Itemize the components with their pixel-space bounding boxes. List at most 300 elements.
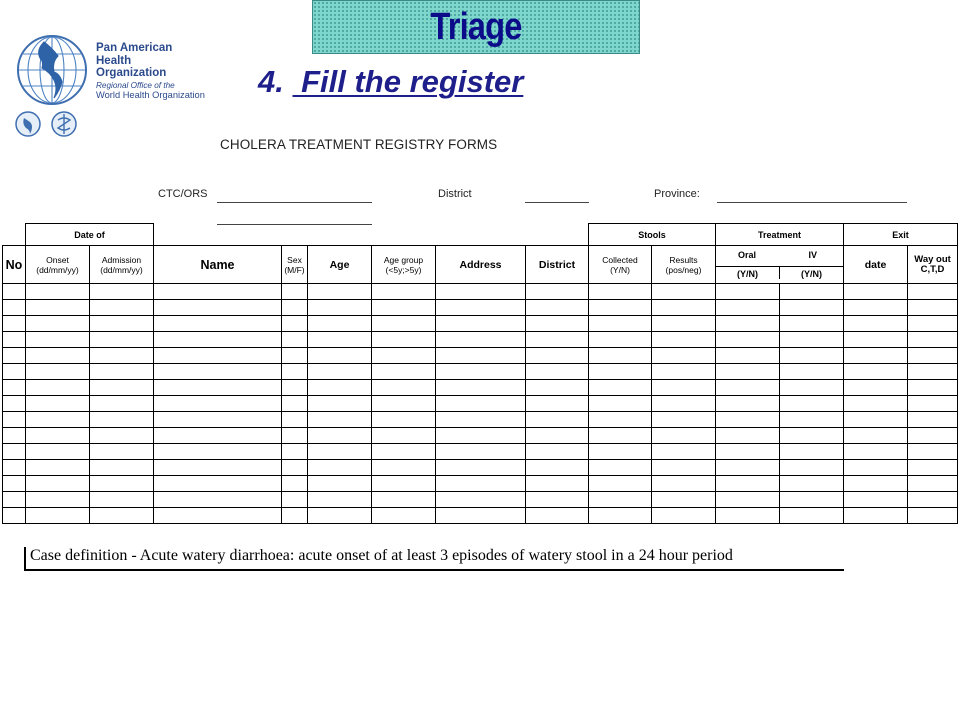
cell-district[interactable] — [526, 380, 589, 396]
table-row — [3, 332, 958, 348]
cell-address[interactable] — [436, 300, 526, 316]
cell-way-out[interactable] — [908, 412, 958, 428]
heading-text: Fill the register — [292, 64, 524, 99]
cell-onset[interactable] — [26, 492, 90, 508]
cell-collected[interactable] — [589, 380, 652, 396]
cell-age-group[interactable] — [372, 428, 436, 444]
cell-address[interactable] — [436, 428, 526, 444]
cell-onset[interactable] — [26, 284, 90, 300]
cell-district[interactable] — [526, 396, 589, 412]
cell-no[interactable] — [3, 444, 26, 460]
cell-way-out[interactable] — [908, 460, 958, 476]
cell-age[interactable] — [308, 508, 372, 524]
cell-name[interactable] — [154, 300, 282, 316]
cell-collected[interactable] — [589, 284, 652, 300]
group-blank — [154, 224, 589, 246]
cell-onset[interactable] — [26, 348, 90, 364]
heading-number: 4. — [258, 64, 284, 99]
cell-exit-date[interactable] — [844, 300, 908, 316]
oral-label: Oral — [738, 250, 757, 260]
collected-label: Collected — [602, 254, 638, 265]
cell-sex[interactable] — [282, 476, 308, 492]
cell-admission[interactable] — [90, 444, 154, 460]
cell-name[interactable] — [154, 428, 282, 444]
table-row — [3, 396, 958, 412]
cell-exit-date[interactable] — [844, 316, 908, 332]
cell-admission[interactable] — [90, 348, 154, 364]
cell-collected[interactable] — [589, 508, 652, 524]
oral-iv-formats — [716, 266, 843, 279]
cell-way-out[interactable] — [908, 316, 958, 332]
cell-results[interactable] — [652, 460, 716, 476]
cell-collected[interactable] — [589, 316, 652, 332]
cell-results[interactable] — [652, 444, 716, 460]
admission-format: (dd/mm/yy) — [100, 264, 143, 275]
table-row — [3, 412, 958, 428]
cell-exit-date[interactable] — [844, 476, 908, 492]
cell-way-out[interactable] — [908, 396, 958, 412]
cell-onset[interactable] — [26, 476, 90, 492]
cell-oral[interactable] — [716, 492, 780, 508]
cell-sex[interactable] — [282, 396, 308, 412]
cell-address[interactable] — [436, 460, 526, 476]
cell-address[interactable] — [436, 492, 526, 508]
cell-onset[interactable] — [26, 460, 90, 476]
cell-name[interactable] — [154, 492, 282, 508]
table-row — [3, 428, 958, 444]
district-label: District — [438, 188, 472, 200]
cell-results[interactable] — [652, 428, 716, 444]
cell-age-group[interactable] — [372, 460, 436, 476]
cell-exit-date[interactable] — [844, 348, 908, 364]
cell-no[interactable] — [3, 412, 26, 428]
onset-label: Onset — [46, 254, 69, 265]
cell-age[interactable] — [308, 380, 372, 396]
cell-iv[interactable] — [780, 300, 844, 316]
cell-iv[interactable] — [780, 508, 844, 524]
oral-iv-labels — [716, 250, 843, 260]
cell-exit-date[interactable] — [844, 364, 908, 380]
cell-way-out[interactable] — [908, 428, 958, 444]
cell-iv[interactable] — [780, 460, 844, 476]
cell-sex[interactable] — [282, 284, 308, 300]
cell-name[interactable] — [154, 460, 282, 476]
cell-district[interactable] — [526, 300, 589, 316]
cell-admission[interactable] — [90, 508, 154, 524]
page-heading — [258, 64, 523, 100]
cell-results[interactable] — [652, 380, 716, 396]
cell-district[interactable] — [526, 444, 589, 460]
cell-oral[interactable] — [716, 476, 780, 492]
cell-way-out[interactable] — [908, 364, 958, 380]
header-date: date — [844, 246, 908, 284]
cell-onset[interactable] — [26, 444, 90, 460]
cell-exit-date[interactable] — [844, 460, 908, 476]
cell-collected[interactable] — [589, 444, 652, 460]
cell-collected[interactable] — [589, 396, 652, 412]
cell-address[interactable] — [436, 316, 526, 332]
logo-sub-2: World Health Organization — [96, 90, 205, 100]
cell-exit-date[interactable] — [844, 284, 908, 300]
cell-onset[interactable] — [26, 364, 90, 380]
sex-label: Sex — [287, 254, 302, 265]
cell-oral[interactable] — [716, 316, 780, 332]
cell-name[interactable] — [154, 332, 282, 348]
header-results — [652, 246, 716, 284]
province-label: Province: — [654, 188, 700, 200]
cell-exit-date[interactable] — [844, 396, 908, 412]
cell-admission[interactable] — [90, 476, 154, 492]
cell-oral[interactable] — [716, 412, 780, 428]
cell-district[interactable] — [526, 508, 589, 524]
cell-way-out[interactable] — [908, 300, 958, 316]
cell-district[interactable] — [526, 332, 589, 348]
header-age-group — [372, 246, 436, 284]
header-no: No — [3, 246, 26, 284]
header-district: District — [526, 246, 589, 284]
cell-collected[interactable] — [589, 428, 652, 444]
cell-results[interactable] — [652, 284, 716, 300]
cell-no[interactable] — [3, 348, 26, 364]
cell-results[interactable] — [652, 476, 716, 492]
table-row — [3, 492, 958, 508]
cell-age[interactable] — [308, 300, 372, 316]
cell-onset[interactable] — [26, 316, 90, 332]
cell-results[interactable] — [652, 348, 716, 364]
table-row — [3, 348, 958, 364]
cell-oral[interactable] — [716, 300, 780, 316]
cell-iv[interactable] — [780, 476, 844, 492]
district-input-line[interactable] — [525, 202, 589, 203]
cell-sex[interactable] — [282, 364, 308, 380]
cell-age-group[interactable] — [372, 508, 436, 524]
cell-sex[interactable] — [282, 316, 308, 332]
cell-no[interactable] — [3, 508, 26, 524]
cell-district[interactable] — [526, 476, 589, 492]
cell-address[interactable] — [436, 508, 526, 524]
cell-age-group[interactable] — [372, 412, 436, 428]
cell-oral[interactable] — [716, 444, 780, 460]
banner-title: Triage — [430, 5, 522, 48]
cell-age[interactable] — [308, 444, 372, 460]
cell-oral[interactable] — [716, 460, 780, 476]
cell-district[interactable] — [526, 348, 589, 364]
cell-age[interactable] — [308, 364, 372, 380]
cell-no[interactable] — [3, 460, 26, 476]
header-collected — [589, 246, 652, 284]
cell-admission[interactable] — [90, 492, 154, 508]
cell-iv[interactable] — [780, 412, 844, 428]
cell-way-out[interactable] — [908, 444, 958, 460]
cell-age[interactable] — [308, 348, 372, 364]
header-way-out — [908, 246, 958, 284]
cell-no[interactable] — [3, 428, 26, 444]
cell-no[interactable] — [3, 332, 26, 348]
iv-format: (Y/N) — [801, 269, 822, 279]
cell-address[interactable] — [436, 348, 526, 364]
cell-results[interactable] — [652, 492, 716, 508]
cell-age[interactable] — [308, 396, 372, 412]
cell-address[interactable] — [436, 364, 526, 380]
cell-way-out[interactable] — [908, 332, 958, 348]
cell-collected[interactable] — [589, 364, 652, 380]
case-definition-text: Case definition - Acute watery diarrhoea: acute onset of at least 3 episodes of watery stool in a 24 hour period — [30, 547, 733, 564]
cell-way-out[interactable] — [908, 476, 958, 492]
age-group-label: Age group — [383, 254, 424, 265]
cell-exit-date[interactable] — [844, 380, 908, 396]
cell-way-out[interactable] — [908, 508, 958, 524]
onset-format: (dd/mm/yy) — [36, 264, 79, 275]
table-row — [3, 460, 958, 476]
registry-body — [3, 284, 958, 524]
cell-address[interactable] — [436, 332, 526, 348]
cell-exit-date[interactable] — [844, 508, 908, 524]
cell-sex[interactable] — [282, 332, 308, 348]
globe-emblem-icon — [14, 32, 94, 142]
cell-onset[interactable] — [26, 300, 90, 316]
cell-district[interactable] — [526, 364, 589, 380]
cell-age[interactable] — [308, 412, 372, 428]
cell-name[interactable] — [154, 348, 282, 364]
cell-age[interactable] — [308, 316, 372, 332]
cell-district[interactable] — [526, 284, 589, 300]
cell-way-out[interactable] — [908, 380, 958, 396]
ctc-label: CTC/ORS — [158, 188, 208, 200]
cell-onset[interactable] — [26, 380, 90, 396]
cell-no[interactable] — [3, 476, 26, 492]
cell-oral[interactable] — [716, 380, 780, 396]
cell-name[interactable] — [154, 412, 282, 428]
header-sex — [282, 246, 308, 284]
way-out-label: Way out — [914, 253, 951, 265]
collected-format: (Y/N) — [610, 264, 630, 275]
cell-oral[interactable] — [716, 284, 780, 300]
cell-oral[interactable] — [716, 348, 780, 364]
cell-admission[interactable] — [90, 460, 154, 476]
cell-name[interactable] — [154, 508, 282, 524]
header-age: Age — [308, 246, 372, 284]
cell-results[interactable] — [652, 508, 716, 524]
cell-onset[interactable] — [26, 412, 90, 428]
cell-address[interactable] — [436, 284, 526, 300]
cell-results[interactable] — [652, 316, 716, 332]
cell-exit-date[interactable] — [844, 428, 908, 444]
results-format: (pos/neg) — [665, 264, 702, 275]
group-exit: Exit — [844, 224, 958, 246]
cell-name[interactable] — [154, 284, 282, 300]
group-date-of: Date of — [26, 224, 154, 246]
cell-admission[interactable] — [90, 364, 154, 380]
cell-onset[interactable] — [26, 428, 90, 444]
cell-collected[interactable] — [589, 412, 652, 428]
cell-admission[interactable] — [90, 300, 154, 316]
cell-sex[interactable] — [282, 412, 308, 428]
oral-format: (Y/N) — [716, 267, 780, 279]
cell-age[interactable] — [308, 428, 372, 444]
cell-address[interactable] — [436, 444, 526, 460]
cell-exit-date[interactable] — [844, 412, 908, 428]
cell-name[interactable] — [154, 380, 282, 396]
cell-results[interactable] — [652, 364, 716, 380]
cell-iv[interactable] — [780, 396, 844, 412]
cell-oral[interactable] — [716, 508, 780, 524]
header-admission — [90, 246, 154, 284]
table-row — [3, 444, 958, 460]
cell-exit-date[interactable] — [844, 492, 908, 508]
ctc-input-line[interactable] — [217, 202, 372, 203]
cell-no[interactable] — [3, 492, 26, 508]
cell-sex[interactable] — [282, 428, 308, 444]
group-stools: Stools — [589, 224, 716, 246]
cell-age[interactable] — [308, 492, 372, 508]
cell-sex[interactable] — [282, 460, 308, 476]
cell-age[interactable] — [308, 284, 372, 300]
cell-district[interactable] — [526, 460, 589, 476]
cell-way-out[interactable] — [908, 284, 958, 300]
cell-iv[interactable] — [780, 348, 844, 364]
table-row — [3, 476, 958, 492]
cell-age-group[interactable] — [372, 476, 436, 492]
cell-admission[interactable] — [90, 284, 154, 300]
cell-admission[interactable] — [90, 332, 154, 348]
table-row — [3, 316, 958, 332]
cell-age[interactable] — [308, 332, 372, 348]
cell-district[interactable] — [526, 412, 589, 428]
cell-age-group[interactable] — [372, 332, 436, 348]
cell-results[interactable] — [652, 300, 716, 316]
cell-age-group[interactable] — [372, 492, 436, 508]
cell-address[interactable] — [436, 380, 526, 396]
cell-collected[interactable] — [589, 348, 652, 364]
cell-address[interactable] — [436, 396, 526, 412]
form-title: CHOLERA TREATMENT REGISTRY FORMS — [220, 137, 498, 152]
cell-district[interactable] — [526, 492, 589, 508]
cell-way-out[interactable] — [908, 492, 958, 508]
cell-results[interactable] — [652, 412, 716, 428]
cell-age-group[interactable] — [372, 348, 436, 364]
cell-name[interactable] — [154, 444, 282, 460]
logo-line-1: Pan American — [96, 42, 173, 54]
cell-no[interactable] — [3, 396, 26, 412]
cell-collected[interactable] — [589, 476, 652, 492]
cell-age-group[interactable] — [372, 444, 436, 460]
cell-sex[interactable] — [282, 492, 308, 508]
cell-iv[interactable] — [780, 444, 844, 460]
province-input-line[interactable] — [717, 202, 907, 203]
cell-iv[interactable] — [780, 364, 844, 380]
group-treatment: Treatment — [716, 224, 844, 246]
cell-age[interactable] — [308, 460, 372, 476]
results-label: Results — [669, 254, 698, 265]
cell-no[interactable] — [3, 364, 26, 380]
cell-address[interactable] — [436, 476, 526, 492]
table-row — [3, 300, 958, 316]
cell-iv[interactable] — [780, 428, 844, 444]
triage-banner — [312, 0, 640, 54]
cell-sex[interactable] — [282, 380, 308, 396]
sex-format: (M/F) — [284, 264, 305, 275]
cell-admission[interactable] — [90, 412, 154, 428]
cell-name[interactable] — [154, 476, 282, 492]
cell-results[interactable] — [652, 396, 716, 412]
cell-collected[interactable] — [589, 300, 652, 316]
cell-collected[interactable] — [589, 332, 652, 348]
cell-name[interactable] — [154, 396, 282, 412]
cell-no[interactable] — [3, 300, 26, 316]
cell-no[interactable] — [3, 284, 26, 300]
cell-oral[interactable] — [716, 428, 780, 444]
iv-label: IV — [808, 250, 817, 260]
cell-admission[interactable] — [90, 316, 154, 332]
cell-age-group[interactable] — [372, 300, 436, 316]
age-group-format: (<5y;>5y) — [385, 264, 422, 275]
cell-collected[interactable] — [589, 492, 652, 508]
cell-iv[interactable] — [780, 316, 844, 332]
cell-onset[interactable] — [26, 332, 90, 348]
cell-admission[interactable] — [90, 428, 154, 444]
cell-admission[interactable] — [90, 396, 154, 412]
cell-onset[interactable] — [26, 508, 90, 524]
cell-admission[interactable] — [90, 380, 154, 396]
cell-age-group[interactable] — [372, 316, 436, 332]
cell-sex[interactable] — [282, 348, 308, 364]
cell-sex[interactable] — [282, 508, 308, 524]
cell-onset[interactable] — [26, 396, 90, 412]
cell-iv[interactable] — [780, 284, 844, 300]
table-row — [3, 380, 958, 396]
table-row — [3, 508, 958, 524]
cell-way-out[interactable] — [908, 348, 958, 364]
table-row — [3, 364, 958, 380]
cell-age-group[interactable] — [372, 284, 436, 300]
cell-sex[interactable] — [282, 444, 308, 460]
cell-age[interactable] — [308, 476, 372, 492]
header-address: Address — [436, 246, 526, 284]
registry-table — [2, 223, 958, 524]
cell-results[interactable] — [652, 332, 716, 348]
cell-exit-date[interactable] — [844, 444, 908, 460]
table-row — [3, 284, 958, 300]
cell-iv[interactable] — [780, 380, 844, 396]
cell-iv[interactable] — [780, 492, 844, 508]
cell-district[interactable] — [526, 316, 589, 332]
cell-name[interactable] — [154, 316, 282, 332]
paho-logo — [14, 32, 224, 142]
cell-age-group[interactable] — [372, 364, 436, 380]
cell-sex[interactable] — [282, 300, 308, 316]
cell-address[interactable] — [436, 412, 526, 428]
cell-oral[interactable] — [716, 364, 780, 380]
cell-name[interactable] — [154, 364, 282, 380]
cell-oral[interactable] — [716, 396, 780, 412]
cell-district[interactable] — [526, 428, 589, 444]
cell-exit-date[interactable] — [844, 332, 908, 348]
cell-no[interactable] — [3, 316, 26, 332]
admission-label: Admission — [101, 254, 142, 265]
corner-blank — [3, 224, 26, 246]
header-onset — [26, 246, 90, 284]
cell-no[interactable] — [3, 380, 26, 396]
logo-line-3: Organization — [96, 67, 167, 79]
cell-age-group[interactable] — [372, 380, 436, 396]
logo-line-2: Health — [96, 54, 132, 67]
logo-sub-1: Regional Office of the — [96, 80, 175, 90]
cell-iv[interactable] — [780, 332, 844, 348]
cell-collected[interactable] — [589, 460, 652, 476]
cell-age-group[interactable] — [372, 396, 436, 412]
cell-oral[interactable] — [716, 332, 780, 348]
way-out-format: C,T,D — [920, 263, 945, 275]
